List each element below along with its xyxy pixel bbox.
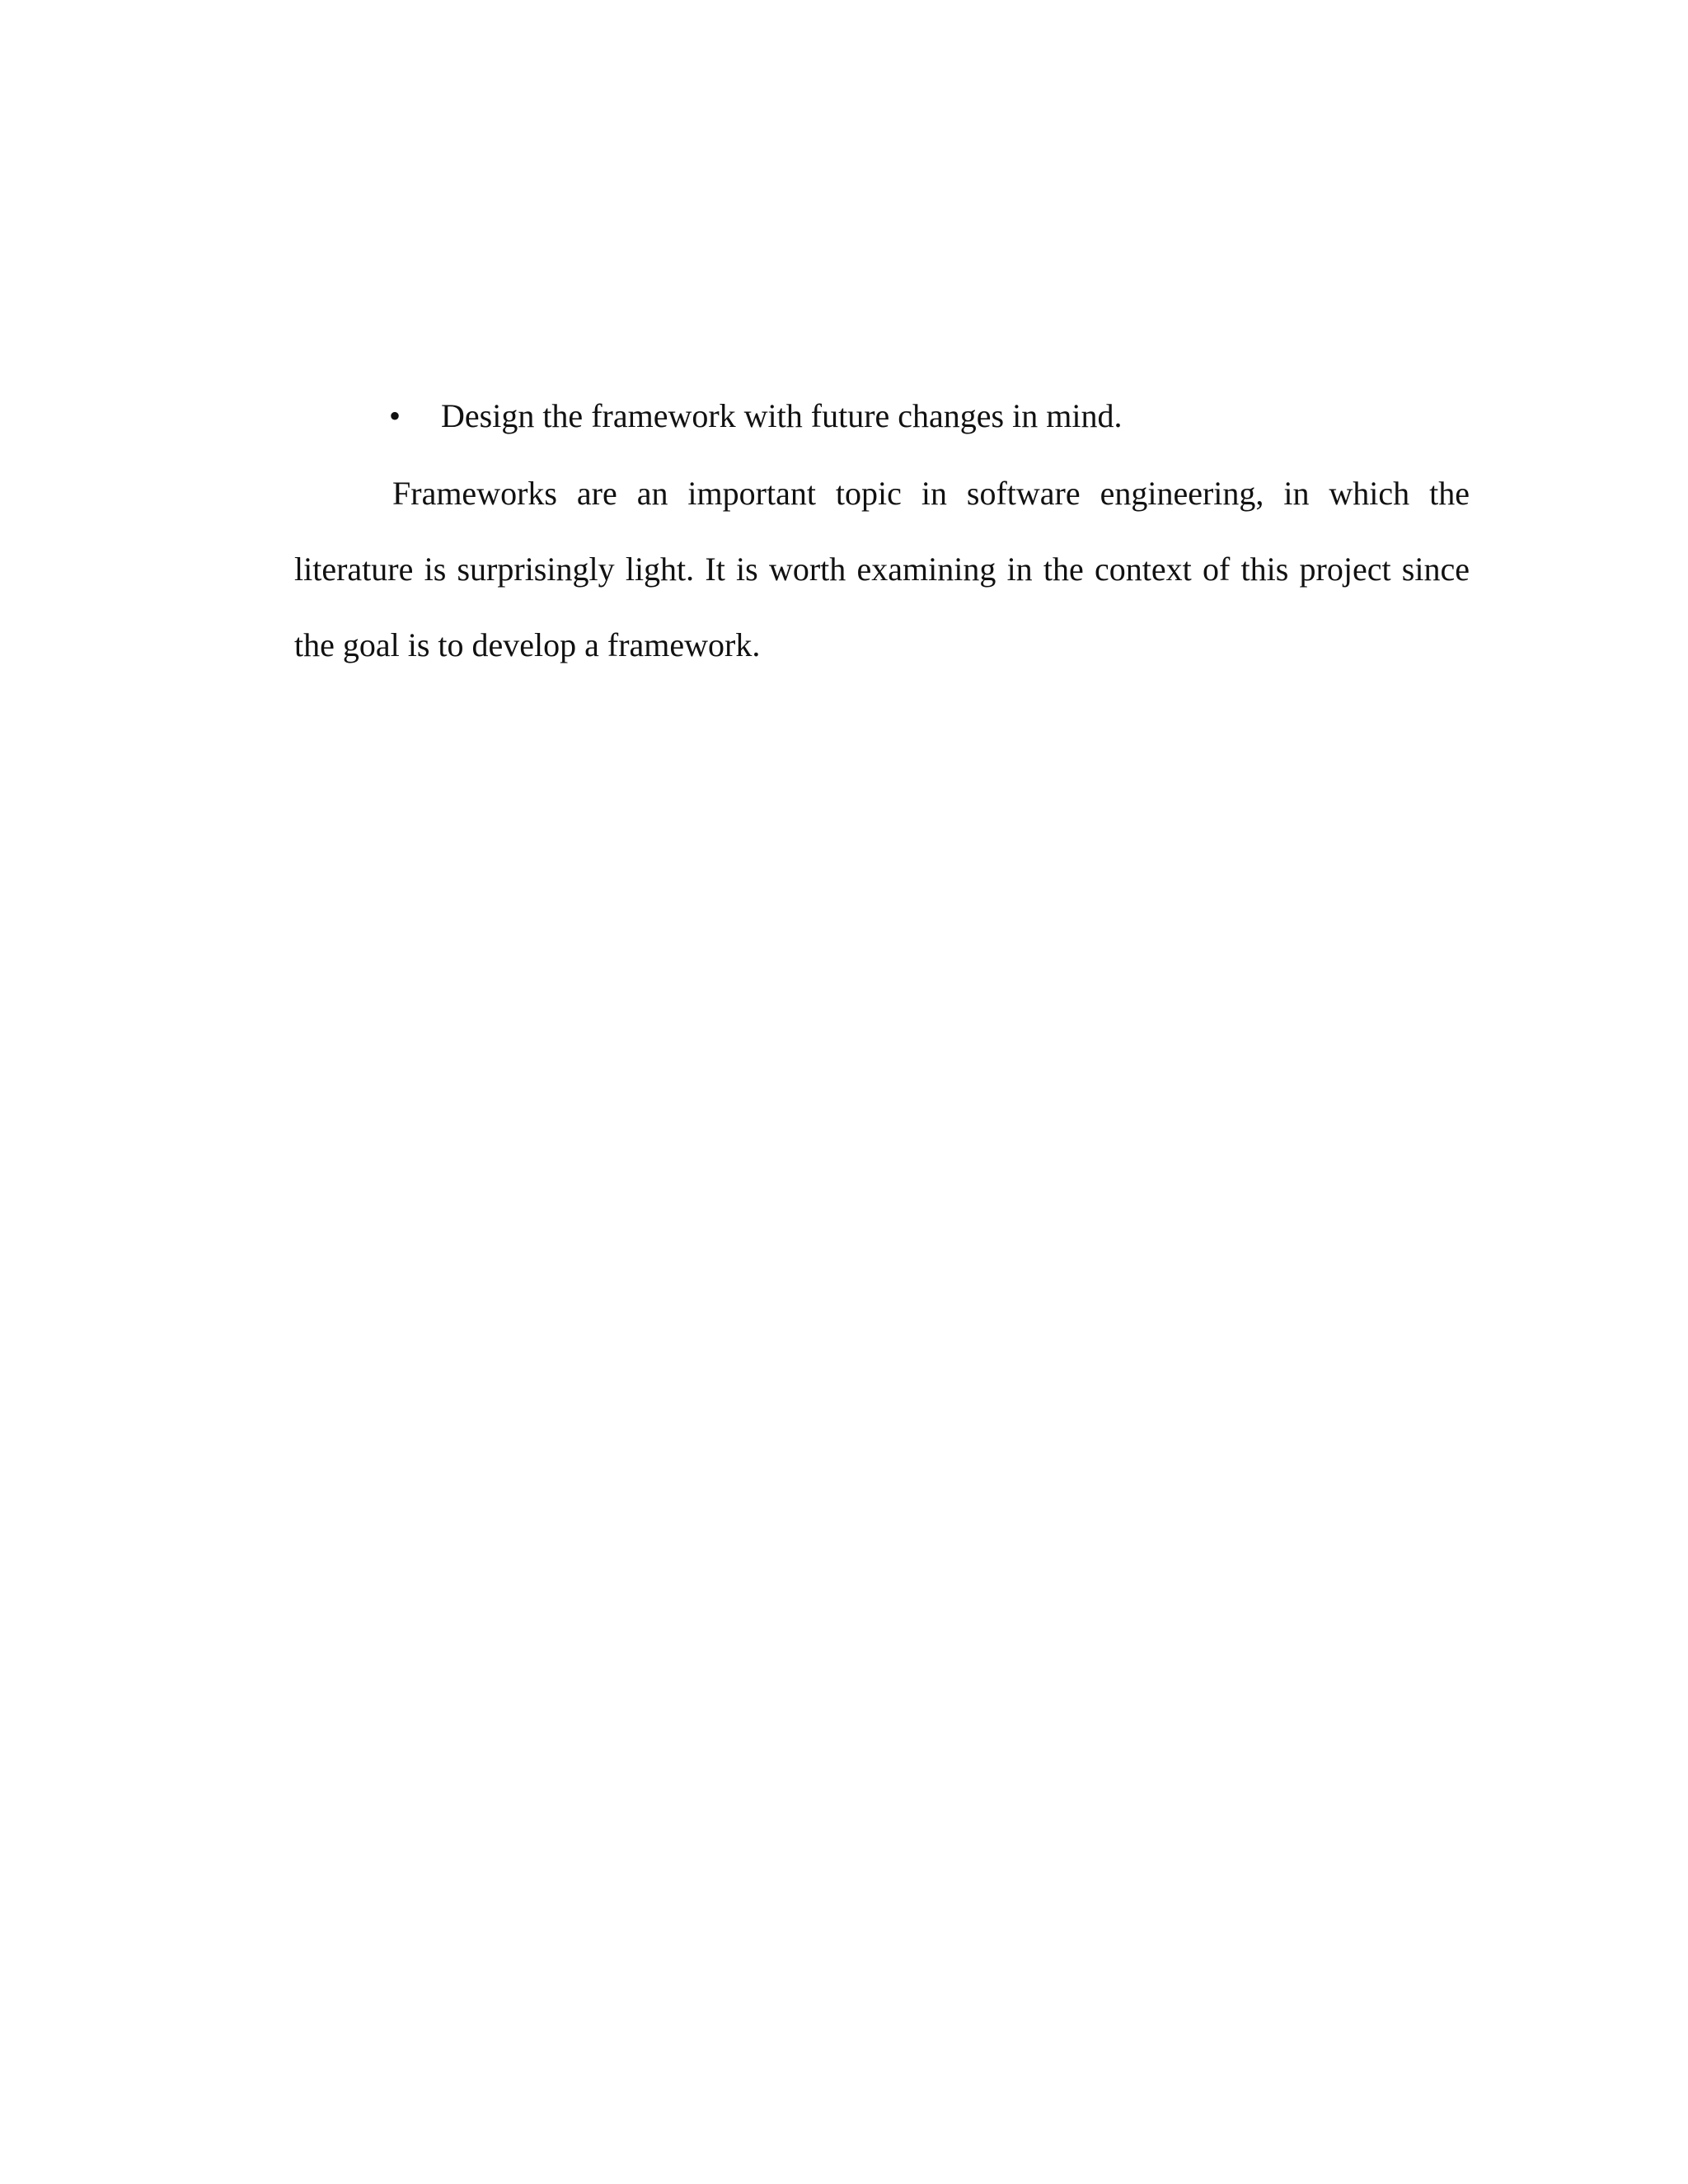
bullet-list-item [294,383,1470,449]
bullet-marker: • [389,397,401,434]
document-body [294,383,1470,683]
body-paragraph: Frameworks are an important topic in software engineering, in which the literature is surprisingly light. It is worth examining in the context of this project since the goal is to develop a framework. [294,475,1470,663]
bullet-text: Design the framework with future changes in mind. [441,397,1123,434]
